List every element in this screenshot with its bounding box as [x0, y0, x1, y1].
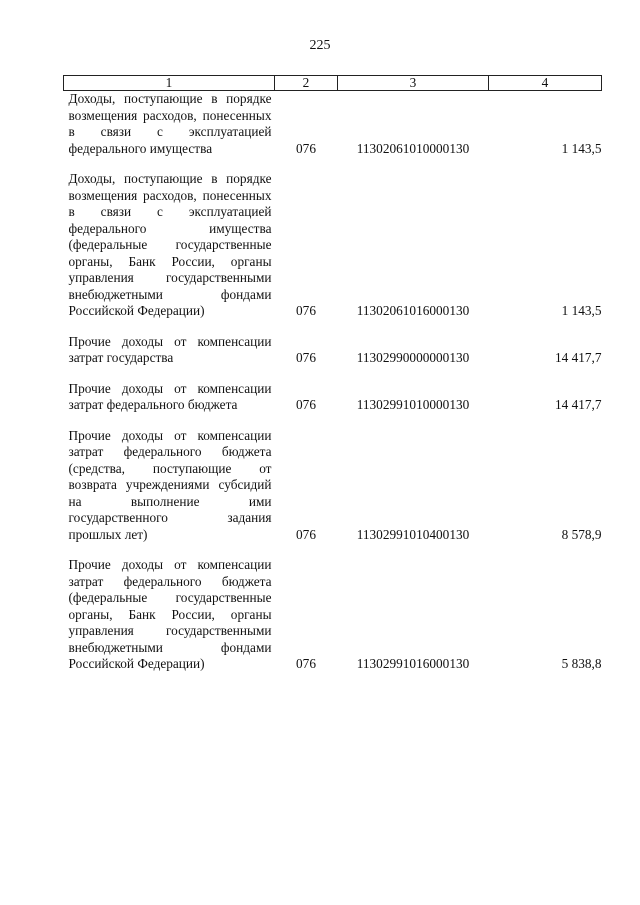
column-header-3: 3	[338, 76, 489, 91]
budget-table	[63, 75, 602, 673]
header-row	[64, 76, 602, 91]
amount: 14 417,7	[554, 397, 602, 412]
amount: 1 143,5	[561, 303, 602, 318]
classification-code: 11302990000000130	[356, 350, 470, 365]
classification-code: 11302991010400130	[356, 526, 470, 542]
row-spacer	[64, 543, 602, 557]
income-name: Прочие доходы от компенсации затрат федерального бюджета	[68, 380, 272, 412]
income-name: Прочие доходы от компенсации затрат государства	[68, 333, 272, 365]
column-header-2: 2	[275, 76, 338, 91]
classification-code: 11302991010000130	[356, 397, 470, 412]
classification-code: 11302061010000130	[356, 140, 470, 156]
amount: 8 578,9	[561, 526, 602, 542]
classification-code: 11302991016000130	[356, 656, 470, 671]
admin-code: 076	[296, 140, 316, 156]
admin-code: 076	[296, 526, 316, 542]
column-header-1: 1	[64, 76, 275, 91]
table-row	[64, 334, 602, 367]
income-name: Доходы, поступающие в порядке возмещения расходов, понесенных в связи с эксплуатацией федерального имущества	[68, 91, 272, 156]
row-spacer	[64, 414, 602, 428]
table-row	[64, 557, 602, 673]
amount: 14 417,7	[554, 350, 602, 365]
admin-code: 076	[296, 656, 316, 671]
table-row	[64, 381, 602, 414]
income-name: Доходы, поступающие в порядке возмещения расходов, понесенных в связи с эксплуатацией федерального имущества (федеральные государственные органы, Банк России, органы управления государственными внебюджетными фондами Российской Федерации)	[68, 171, 272, 318]
table-row	[64, 91, 602, 158]
admin-code: 076	[296, 350, 316, 365]
admin-code: 076	[296, 303, 316, 318]
amount: 5 838,8	[561, 656, 602, 671]
income-name: Прочие доходы от компенсации затрат федерального бюджета (средства, поступающие от возврата учреждениями субсидий на выполнение ими государственного задания прошлых лет)	[68, 427, 272, 542]
table-body	[64, 91, 602, 673]
classification-code: 11302061016000130	[356, 303, 470, 318]
row-spacer	[64, 320, 602, 334]
row-spacer	[64, 157, 602, 171]
table-row	[64, 428, 602, 544]
row-spacer	[64, 367, 602, 381]
amount: 1 143,5	[561, 140, 602, 156]
table-header	[64, 76, 602, 91]
admin-code: 076	[296, 397, 316, 412]
page-number: 225	[309, 38, 331, 53]
table-row	[64, 171, 602, 320]
income-name: Прочие доходы от компенсации затрат федерального бюджета (федеральные государственные органы, Банк России, органы управления государственными внебюджетными фондами Российской Федерации)	[68, 557, 272, 671]
column-header-4: 4	[489, 76, 602, 91]
